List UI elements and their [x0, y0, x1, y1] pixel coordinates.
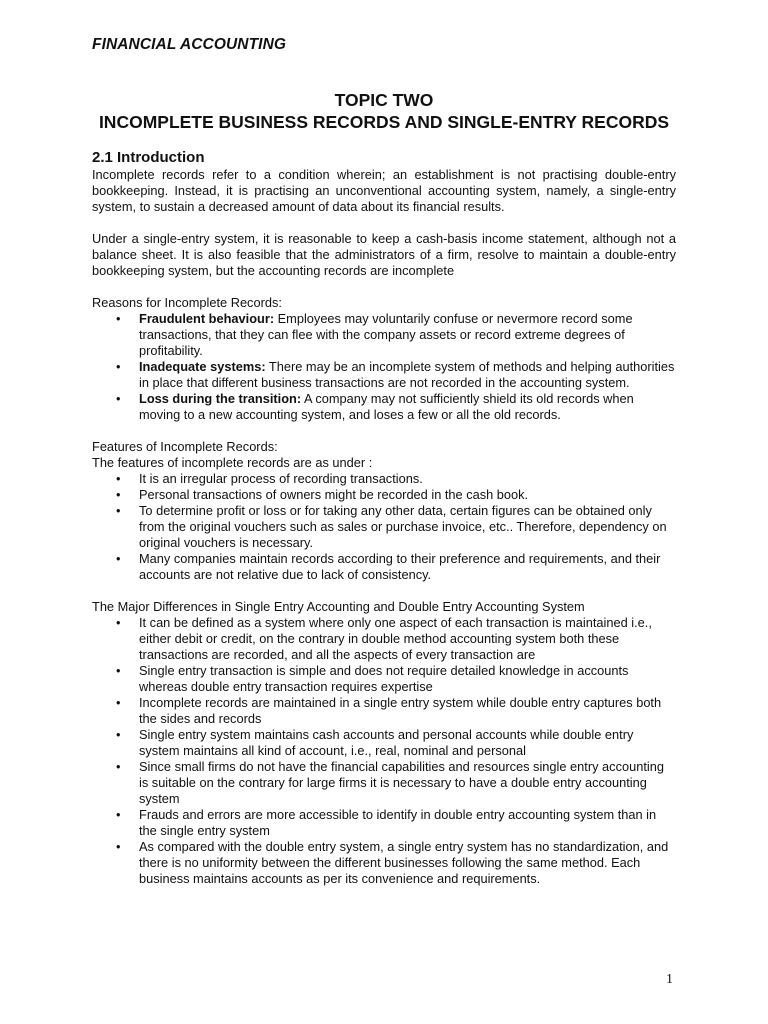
topic-title: TOPIC TWO [334, 90, 434, 110]
intro-paragraph-2: Under a single-entry system, it is reasonable to keep a cash-basis income statement, although not a balance sheet. It is also feasible that the administrators of a firm, resolve to maintain a double-entry bookkeeping system, but the accounting records are incomplete [92, 231, 676, 278]
bullet-icon: • [116, 759, 121, 774]
bullet-icon: • [116, 471, 121, 486]
list-item [92, 839, 676, 887]
bullet-icon: • [116, 551, 121, 566]
list-item [92, 759, 676, 807]
list-item [92, 503, 676, 551]
bullet-icon: • [116, 311, 121, 326]
list-item-term: Loss during the transition: [139, 391, 302, 406]
list-item-text: Many companies maintain records according to their preference and requirements, and their accounts are not relative due to lack of consistency. [139, 551, 661, 582]
bullet-icon: • [116, 695, 121, 710]
list-item-text: Incomplete records are maintained in a single entry system while double entry captures both the sides and records [139, 695, 662, 726]
features-list [92, 471, 676, 583]
reasons-heading: Reasons for Incomplete Records: [92, 295, 282, 310]
list-item-text: Frauds and errors are more accessible to identify in double entry accounting system than in the single entry system [139, 807, 657, 838]
title-block [0, 89, 768, 133]
list-item-text: Employees may voluntarily confuse or nevermore record some transactions, that they can flee with the company assets or record extreme degrees of profitability. [139, 311, 633, 358]
list-item [92, 471, 676, 487]
differences-heading: The Major Differences in Single Entry Accounting and Double Entry Accounting System [92, 599, 585, 614]
bullet-icon: • [116, 487, 121, 502]
bullet-icon: • [116, 727, 121, 742]
list-item [92, 487, 676, 503]
list-item-text: It can be defined as a system where only one aspect of each transaction is maintained i.e., either debit or credit, on the contrary in double method accounting system both these transactions are recorded, and all the aspects of every transaction are [139, 615, 652, 662]
topic-heading: INCOMPLETE BUSINESS RECORDS AND SINGLE-ENTRY RECORDS [98, 112, 670, 132]
list-item [92, 615, 676, 663]
list-item [92, 551, 676, 583]
reasons-list [92, 311, 676, 423]
list-item [92, 727, 676, 759]
list-item-text: Since small firms do not have the financial capabilities and resources single entry accounting is suitable on the contrary for large firms it is necessary to have a double entry accounting system [139, 759, 664, 806]
page-number: 1 [666, 972, 673, 987]
bullet-icon: • [116, 615, 121, 630]
list-item [92, 695, 676, 727]
list-item-text: Single entry system maintains cash accounts and personal accounts while double entry system maintains all kind of account, i.e., real, nominal and personal [139, 727, 634, 758]
list-item [92, 391, 676, 423]
running-header: FINANCIAL ACCOUNTING [92, 36, 287, 53]
list-item-text: A company may not sufficiently shield its old records when moving to a new accounting system, and loses a few or all the old records. [139, 391, 634, 422]
list-item [92, 663, 676, 695]
list-item [92, 359, 676, 391]
list-item-text: There may be an incomplete system of methods and helping authorities in place that different business transactions are not recorded in the accounting system. [139, 359, 675, 390]
bullet-icon: • [116, 663, 121, 678]
list-item [92, 311, 676, 359]
list-item-text: To determine profit or loss or for taking any other data, certain figures can be obtained only from the original vouchers such as sales or purchase invoice, etc.. Therefore, dependency on original vouchers is necessary. [139, 503, 667, 550]
features-intro: The features of incomplete records are as under : [92, 455, 373, 470]
features-heading: Features of Incomplete Records: [92, 439, 278, 454]
bullet-icon: • [116, 503, 121, 518]
list-item-text: It is an irregular process of recording transactions. [139, 471, 423, 486]
bullet-icon: • [116, 839, 121, 854]
intro-paragraph-1: Incomplete records refer to a condition wherein; an establishment is not practising double-entry bookkeeping. Instead, it is practising an unconventional accounting system, namely, a single-entry system, to sustain a decreased amount of data about its financial results. [92, 167, 676, 214]
bullet-icon: • [116, 807, 121, 822]
list-item [92, 807, 676, 839]
differences-list [92, 615, 676, 887]
list-item-term: Fraudulent behaviour: [139, 311, 275, 326]
bullet-icon: • [116, 391, 121, 406]
body-content [92, 149, 676, 887]
section-heading-introduction: 2.1 Introduction [92, 149, 205, 166]
list-item-term: Inadequate systems: [139, 359, 266, 374]
list-item-text: Single entry transaction is simple and does not require detailed knowledge in accounts whereas double entry transaction requires expertise [139, 663, 629, 694]
bullet-icon: • [116, 359, 121, 374]
list-item-text: Personal transactions of owners might be recorded in the cash book. [139, 487, 529, 502]
list-item-text: As compared with the double entry system, a single entry system has no standardization, and there is no uniformity between the different businesses following the same method. Each business maintains accounts as per its convenience and requirements. [139, 839, 669, 886]
